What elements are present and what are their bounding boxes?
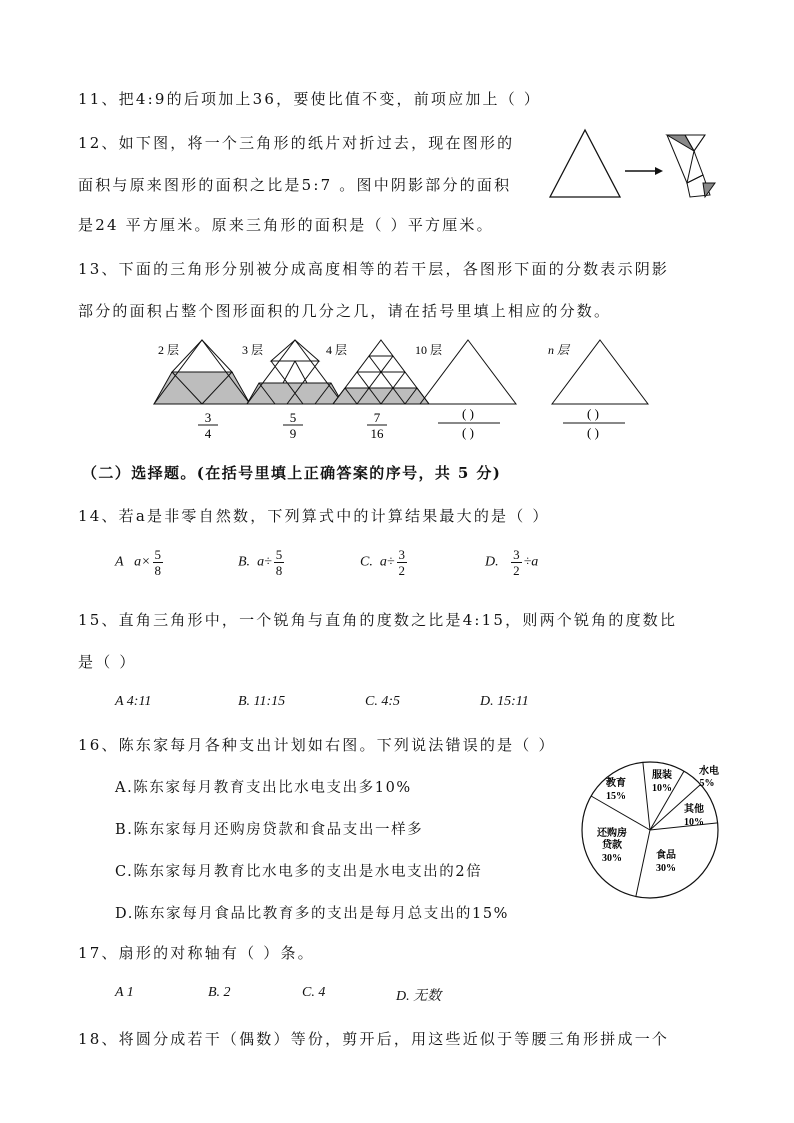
fraction-3-num: 5 bbox=[289, 410, 297, 425]
q16-option-d: D.陈东家每月食品比教育多的支出是每月总支出的15% bbox=[115, 906, 510, 922]
q17-option-a: A 1 bbox=[115, 985, 134, 1000]
q16-option-b: B.陈东家每月还购房贷款和食品支出一样多 bbox=[115, 822, 424, 838]
q17-option-d: D. 无数 bbox=[396, 989, 442, 1004]
q14-option-c: C. a÷ $\frac{3}{2}$ bbox=[360, 547, 406, 578]
question-16: 16、陈东家每月各种支出计划如右图。下列说法错误的是（ ） bbox=[78, 736, 556, 754]
fraction-n-den: ( ) bbox=[587, 425, 599, 440]
question-13-line2: 部分的面积占整个图形面积的几分之几，请在括号里填上相应的分数。 bbox=[78, 302, 612, 320]
question-18: 18、将圆分成若干（偶数）等份，剪开后，用这些近似于等腰三角形拼成一个 bbox=[78, 1030, 670, 1048]
pie-pct-food: 30% bbox=[656, 863, 676, 874]
q15-option-a: A 4:11 bbox=[115, 694, 152, 709]
question-15-line1: 15、直角三角形中，一个锐角与直角的度数之比是4:15，则两个锐角的度数比 bbox=[78, 611, 678, 629]
label-4-layers: 4 层 bbox=[326, 343, 348, 357]
fraction-4-den: 16 bbox=[370, 426, 384, 441]
question-12-line3: 是24 平方厘米。原来三角形的面积是（ ）平方厘米。 bbox=[78, 216, 494, 234]
q16-option-c: C.陈东家每月教育比水电多的支出是水电支出的2倍 bbox=[115, 864, 483, 880]
question-17: 17、扇形的对称轴有（ ）条。 bbox=[78, 944, 315, 962]
pie-label-housing-1: 还购房 bbox=[597, 828, 627, 839]
question-12-line1: 12、如下图，将一个三角形的纸片对折过去，现在图形的 bbox=[78, 134, 515, 152]
triangle-2-layers bbox=[154, 340, 250, 441]
q17-option-c: C. 4 bbox=[302, 985, 326, 1000]
label-n-layers: n 层 bbox=[548, 343, 570, 357]
pie-label-edu: 教育 bbox=[606, 778, 626, 789]
arrow-head bbox=[655, 167, 663, 175]
q14-option-b: B. a÷ $\frac{5}{8}$ bbox=[238, 547, 283, 578]
q15-option-b: B. 11:15 bbox=[238, 694, 286, 709]
fraction-3-den: 9 bbox=[289, 426, 297, 441]
expense-pie-chart bbox=[578, 758, 728, 900]
section-2-heading: （二）选择题。(在括号里填上正确答案的序号，共 5 分) bbox=[82, 464, 502, 482]
pie-pct-housing: 30% bbox=[602, 853, 622, 864]
question-13-line1: 13、下面的三角形分别被分成高度相等的若干层，各图形下面的分数表示阴影 bbox=[78, 260, 670, 278]
folded-shape bbox=[667, 135, 715, 197]
label-10-layers: 10 层 bbox=[415, 343, 443, 357]
fraction-n-num: ( ) bbox=[587, 406, 599, 421]
pie-pct-clothes: 10% bbox=[652, 783, 672, 794]
layered-triangles-figure bbox=[150, 336, 650, 446]
fraction-10-den: ( ) bbox=[462, 425, 474, 440]
q16-option-a: A.陈东家每月教育支出比水电支出多10% bbox=[115, 780, 412, 796]
fraction-2-num: 3 bbox=[204, 410, 212, 425]
q17-option-b: B. 2 bbox=[208, 985, 231, 1000]
pie-label-utilities: 水电 bbox=[699, 766, 719, 777]
pie-pct-utilities: 5% bbox=[699, 778, 715, 789]
fold-triangle-figure bbox=[545, 125, 725, 207]
fraction-4-num: 7 bbox=[373, 410, 381, 425]
triangle-4-layers bbox=[326, 340, 429, 441]
question-14: 14、若a是非零自然数，下列算式中的计算结果最大的是（ ） bbox=[78, 507, 550, 525]
label-3-layers: 3 层 bbox=[242, 343, 264, 357]
q15-option-c: C. 4:5 bbox=[365, 694, 400, 709]
triangle-10-layers bbox=[415, 340, 516, 440]
pie-label-food: 食品 bbox=[656, 850, 676, 861]
question-12-line2: 面积与原来图形的面积之比是5:7 。图中阴影部分的面积 bbox=[78, 176, 512, 194]
pie-label-clothes: 服装 bbox=[652, 770, 672, 781]
question-11: 11、把4:9的后项加上36，要使比值不变，前项应加上（ ） bbox=[78, 90, 542, 108]
question-15-line2: 是（ ） bbox=[78, 653, 137, 671]
original-triangle bbox=[550, 130, 620, 197]
pie-pct-other: 10% bbox=[684, 817, 704, 828]
q15-option-d: D. 15:11 bbox=[480, 694, 529, 709]
q14-option-d: D. $\frac{3}{2}$ ÷a bbox=[485, 547, 539, 578]
label-2-layers: 2 层 bbox=[158, 343, 180, 357]
q14-option-a: A a× $\frac{5}{8}$ bbox=[115, 547, 162, 578]
triangle-n-layers bbox=[548, 340, 648, 440]
pie-label-housing-2: 贷款 bbox=[602, 840, 622, 851]
pie-pct-edu: 15% bbox=[606, 791, 626, 802]
fraction-2-den: 4 bbox=[204, 426, 212, 441]
fraction-10-num: ( ) bbox=[462, 406, 474, 421]
pie-label-other: 其他 bbox=[684, 804, 704, 815]
